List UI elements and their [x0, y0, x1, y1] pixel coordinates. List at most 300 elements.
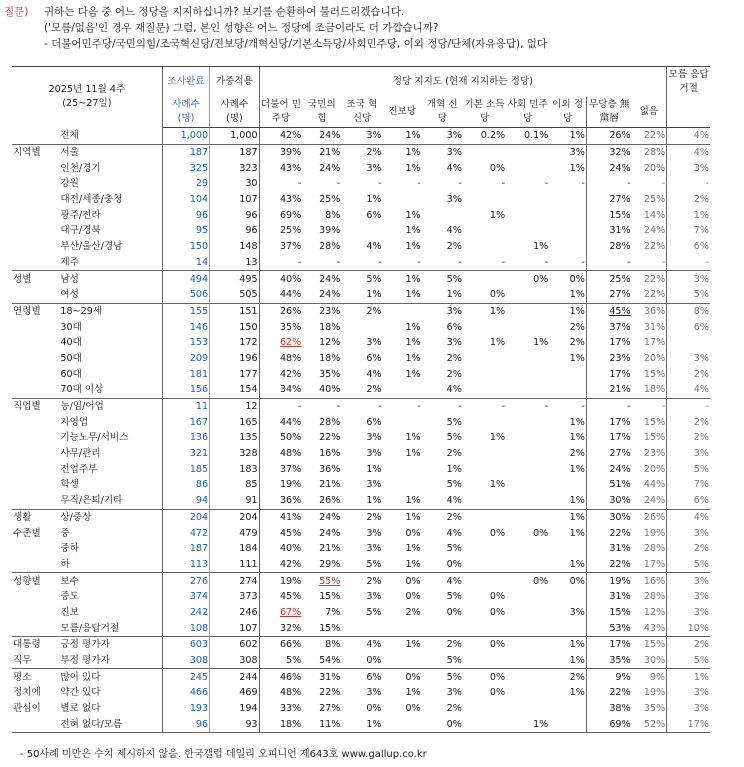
cell-value: 0% — [366, 703, 382, 715]
cell-value: 2% — [446, 241, 462, 253]
row-label: 부산/울산/경남 — [60, 241, 123, 253]
weighted-count: 165 — [210, 414, 259, 430]
cell-value — [549, 541, 586, 557]
cell-value: 3% — [667, 701, 710, 717]
weighted-count: 107 — [210, 192, 259, 208]
cell-value: 22% — [586, 557, 631, 573]
row-label: 제주 — [59, 255, 162, 271]
cell-value: 6% — [366, 416, 382, 428]
cell-value: 5% — [667, 287, 710, 303]
cell-value: 31% — [586, 223, 631, 239]
cell-value: 32% — [586, 144, 631, 160]
cell-value: 24% — [586, 160, 631, 176]
cell-value: 27% — [586, 446, 631, 462]
cell-value: 15% — [586, 207, 631, 223]
cell-value: 28% — [319, 241, 341, 253]
cell-value: 19% — [643, 687, 666, 699]
cell-value: 3% — [569, 606, 585, 618]
cell-value: 43% — [632, 620, 667, 636]
sample-count: 506 — [162, 287, 209, 303]
cell-value: 26% — [586, 128, 631, 145]
cell-value: 1% — [667, 669, 710, 685]
cell-value: 5% — [446, 273, 462, 285]
cell-value: 41% — [259, 509, 302, 525]
cell-value: 23% — [319, 305, 341, 317]
cell-value: 0% — [533, 527, 549, 539]
cell-value: 3% — [422, 128, 463, 145]
sample-count: 95 — [162, 223, 209, 239]
cell-value: 4% — [366, 241, 382, 253]
cell-value: 26% — [302, 493, 341, 509]
question-line: ('모름/없음'인 경우 재질문) 그럼, 본인 성향은 어느 정당에 조금이라도 더 가깝습니까? — [44, 22, 439, 34]
cell-value: 17% — [586, 335, 631, 351]
cell-value: 1% — [489, 337, 506, 349]
row-label: 전업주부 — [60, 463, 98, 475]
weighted-count: 85 — [210, 477, 259, 493]
group-label — [12, 319, 59, 335]
cell-value: 3% — [667, 685, 710, 701]
cell-value: 25% — [259, 223, 302, 239]
cell-value — [463, 557, 506, 573]
cell-value: 5% — [446, 671, 462, 683]
cell-value: 1% — [569, 162, 585, 174]
cell-value — [506, 605, 549, 621]
cell-value — [463, 446, 506, 462]
sample-count: 193 — [162, 701, 209, 717]
cell-value: 45% — [259, 525, 302, 541]
cell-value: 22% — [586, 525, 631, 541]
cell-value: 17% — [632, 557, 667, 573]
cell-value: 52% — [632, 716, 667, 732]
cell-value: 4% — [667, 509, 710, 525]
cell-value: 42% — [259, 366, 302, 382]
cell-value: 0% — [463, 287, 506, 303]
cell-value: 19% — [586, 573, 631, 589]
cell-value — [549, 701, 586, 717]
cell-value: 0% — [489, 687, 506, 699]
cell-value — [506, 319, 549, 335]
group-label: 평소 — [13, 671, 32, 683]
row-label: 18~29세 — [60, 305, 103, 317]
cell-value: 24% — [586, 461, 631, 477]
weighted-count: 177 — [210, 366, 259, 382]
cell-value — [463, 239, 506, 255]
cell-value: 37% — [586, 319, 631, 335]
cell-value: 4% — [667, 382, 710, 398]
cell-value: 4% — [422, 382, 463, 398]
weighted-count: 183 — [210, 461, 259, 477]
header-col-10: 없음 — [632, 97, 667, 128]
sample-count: 325 — [162, 160, 209, 176]
group-label — [12, 589, 59, 605]
row-label: 50대 — [60, 352, 82, 364]
cell-value — [506, 461, 549, 477]
cell-value: 2% — [569, 337, 585, 349]
cell-value: 1% — [405, 543, 421, 555]
cell-value: 2% — [446, 703, 462, 715]
cell-value: 3% — [667, 525, 710, 541]
table-row — [12, 525, 710, 541]
cell-value: 5% — [667, 653, 710, 669]
row-label: 농/임/어업 — [60, 401, 104, 413]
cell-value: - — [383, 255, 422, 271]
cell-value: 45% — [259, 589, 302, 605]
row-label: 중 — [60, 527, 70, 539]
table-row — [12, 430, 710, 446]
cell-value: 12% — [319, 337, 341, 349]
cell-value — [549, 620, 586, 636]
cell-value: 3% — [446, 687, 462, 699]
cell-value: - — [378, 178, 382, 190]
weighted-count: 244 — [210, 669, 259, 685]
row-label: 여성 — [59, 287, 162, 303]
cell-value — [506, 541, 549, 557]
cell-value: 2% — [446, 352, 462, 364]
cell-value — [463, 573, 506, 589]
cell-value: 55% — [319, 575, 341, 587]
cell-value: 4% — [667, 128, 710, 145]
sample-count: 150 — [162, 239, 209, 255]
cell-value: 43% — [259, 160, 302, 176]
cell-value: 22% — [632, 128, 667, 145]
cell-value — [463, 271, 506, 287]
cell-value: 1% — [383, 287, 422, 303]
cell-value: 3% — [366, 687, 382, 699]
cell-value — [549, 366, 586, 382]
cell-value — [506, 509, 549, 525]
header-col-8: 이외 정당 — [549, 97, 586, 128]
cell-value: 3% — [667, 605, 710, 621]
cell-value: 19% — [259, 573, 302, 589]
question-tag: 질문) — [4, 6, 29, 18]
cell-value — [422, 620, 463, 636]
cell-value: 0% — [489, 606, 506, 618]
cell-value — [506, 493, 549, 509]
cell-value: - — [259, 398, 302, 414]
cell-value: 4% — [366, 639, 382, 651]
row-label: 사무/관리 — [60, 448, 101, 460]
group-label — [12, 716, 59, 732]
cell-value: 36% — [259, 493, 302, 509]
cell-value: 1% — [569, 639, 585, 651]
cell-value: 1% — [366, 463, 382, 475]
cell-value — [506, 144, 549, 160]
group-label — [12, 477, 59, 493]
sample-count: 185 — [162, 461, 209, 477]
group-label — [12, 192, 59, 208]
cell-value: 43% — [259, 192, 302, 208]
cell-value — [463, 541, 506, 557]
cell-value — [383, 414, 422, 430]
cell-value: 0% — [341, 653, 382, 669]
cell-value: 21% — [319, 479, 341, 491]
cell-value: 15% — [643, 416, 666, 428]
cell-value: 17% — [643, 337, 666, 349]
cell-value: 6% — [366, 209, 382, 221]
cell-value — [341, 620, 382, 636]
group-label — [12, 605, 59, 621]
cell-value: 4% — [422, 493, 463, 509]
cell-value: 62% — [259, 335, 302, 351]
cell-value: 25% — [319, 194, 341, 206]
cell-value: 22% — [643, 273, 666, 285]
cell-value: 53% — [586, 620, 631, 636]
cell-value: 3% — [446, 305, 462, 317]
sample-count: 11 — [162, 398, 209, 414]
cell-value: 1% — [533, 337, 549, 349]
row-label: 중하 — [60, 543, 79, 555]
cell-value: 3% — [667, 446, 710, 462]
group-label: 수준별 — [13, 527, 41, 539]
cell-value: 3% — [366, 527, 382, 539]
cell-value: 29% — [302, 557, 341, 573]
cell-value — [549, 716, 586, 732]
group-label: 직업별 — [13, 401, 41, 413]
group-label: 정치에 — [13, 687, 41, 699]
sample-count: 374 — [162, 589, 209, 605]
row-label: 기능노무/서비스 — [60, 432, 129, 444]
cell-value — [506, 287, 549, 303]
cell-value — [463, 461, 506, 477]
cell-value: 1% — [489, 479, 506, 491]
cell-value: 0% — [489, 527, 506, 539]
cell-value: 17% — [667, 716, 710, 732]
row-label: 60대 — [60, 368, 82, 380]
cell-value — [383, 461, 422, 477]
table-row — [12, 557, 710, 573]
cell-value: 10% — [667, 620, 710, 636]
cell-value: 24% — [319, 511, 341, 523]
cell-value: 15% — [643, 368, 666, 380]
cell-value: 1% — [569, 305, 585, 317]
cell-value: 3% — [366, 162, 382, 174]
group-label — [12, 223, 59, 239]
cell-value: 19% — [259, 477, 302, 493]
group-label — [12, 557, 59, 573]
cell-value: 3% — [366, 591, 382, 603]
cell-value: 3% — [366, 448, 382, 460]
cell-value: - — [544, 178, 549, 190]
table-row — [12, 637, 710, 653]
cell-value: - — [341, 255, 382, 271]
weighted-count: 246 — [210, 605, 259, 621]
cell-value: 1% — [569, 352, 585, 364]
cell-value: - — [336, 401, 341, 413]
cell-value — [463, 319, 506, 335]
row-label: 인천/경기 — [60, 162, 101, 174]
table-row — [12, 192, 710, 208]
row-label: 남성 — [60, 273, 79, 285]
row-label: 진보 — [60, 606, 79, 618]
cell-value: 2% — [366, 305, 382, 317]
group-label — [12, 493, 59, 509]
cell-value: 36% — [319, 463, 341, 475]
cell-value: - — [463, 255, 506, 271]
cell-value: 26% — [643, 511, 666, 523]
row-label: 무직/은퇴/기타 — [59, 493, 162, 509]
cell-value — [506, 477, 549, 493]
cell-value: 2% — [569, 671, 585, 683]
cell-value — [506, 207, 549, 223]
cell-value: 3% — [446, 194, 462, 206]
weighted-count: 602 — [210, 637, 259, 653]
weighted-count: 154 — [210, 382, 259, 398]
cell-value — [549, 192, 586, 208]
cell-value: 45% — [586, 303, 631, 319]
table-row — [12, 398, 710, 414]
table-row — [12, 541, 710, 557]
cell-value: - — [632, 255, 667, 271]
cell-value: 25% — [586, 271, 631, 287]
cell-value: 0.1% — [506, 128, 549, 145]
cell-value: 0% — [533, 273, 549, 285]
cell-value: 35% — [643, 703, 666, 715]
cell-value: 51% — [586, 477, 631, 493]
cell-value: 1% — [446, 463, 462, 475]
group-label — [12, 382, 59, 398]
weighted-count: 30 — [210, 176, 259, 192]
weighted-count: 96 — [210, 207, 259, 223]
table-row — [12, 335, 710, 351]
group-label: 지역별 — [13, 147, 41, 159]
cell-value — [506, 557, 549, 573]
cell-value: 40% — [259, 271, 302, 287]
cell-value: 5% — [667, 557, 710, 573]
cell-value: 1% — [422, 287, 463, 303]
cell-value — [506, 701, 549, 717]
cell-value: 8% — [667, 303, 710, 319]
cell-value: 0% — [489, 639, 506, 651]
cell-value: 12% — [643, 606, 666, 618]
cell-value: 2% — [667, 541, 710, 557]
cell-value — [506, 430, 549, 446]
cell-value: 1% — [549, 493, 586, 509]
cell-value: 1% — [405, 241, 421, 253]
cell-value: 33% — [259, 701, 302, 717]
cell-value: 1% — [341, 716, 382, 732]
cell-value: 3% — [366, 432, 382, 444]
cell-value: - — [501, 401, 506, 413]
cell-value — [549, 589, 586, 605]
row-label: 별로 없다 — [60, 703, 101, 715]
cell-value: 0% — [489, 671, 506, 683]
cell-value: 2% — [446, 448, 462, 460]
cell-value: - — [458, 178, 462, 190]
cell-value: 69% — [586, 716, 631, 732]
cell-value: 69% — [259, 207, 302, 223]
question-block — [0, 0, 744, 66]
cell-value — [506, 414, 549, 430]
cell-value: 1% — [549, 653, 586, 669]
cell-value: 28% — [643, 147, 666, 159]
weighted-count: 151 — [210, 303, 259, 319]
cell-value: 1% — [405, 162, 421, 174]
cell-value: 27% — [586, 192, 631, 208]
cell-value: - — [302, 255, 341, 271]
group-label — [12, 351, 59, 367]
table-row — [12, 446, 710, 462]
cell-value: 8% — [325, 209, 341, 221]
cell-value: 1% — [383, 493, 422, 509]
cell-value: 5% — [446, 591, 462, 603]
sample-count: 494 — [162, 271, 209, 287]
cell-value — [506, 223, 549, 239]
group-label — [12, 414, 59, 430]
weighted-count: 96 — [210, 223, 259, 239]
table-row — [12, 414, 710, 430]
cell-value: 39% — [319, 225, 341, 237]
cell-value: 0% — [489, 162, 506, 174]
group-label — [12, 287, 59, 303]
header-sample-cases: 사례수 (명) — [162, 97, 209, 128]
cell-value: - — [417, 401, 421, 413]
cell-value: 3% — [667, 351, 710, 367]
cell-value: 24% — [632, 493, 667, 509]
cell-value: 1% — [549, 287, 586, 303]
cell-value: 6% — [366, 671, 382, 683]
cell-value: 20% — [643, 352, 666, 364]
row-label: 하 — [59, 557, 162, 573]
weighted-count: 479 — [210, 525, 259, 541]
cell-value: 15% — [643, 639, 666, 651]
cell-value: 35% — [586, 653, 631, 669]
group-label: 관심이 — [13, 703, 41, 715]
footnote: - 50사례 미만은 수치 제시하지 않음. 한국갤럽 데일리 오피니언 제643호 www.gallup.co.kr — [20, 749, 427, 761]
table-row — [12, 176, 710, 192]
sample-count: 242 — [162, 605, 209, 621]
cell-value: 25% — [643, 194, 666, 206]
table-row — [12, 620, 710, 636]
cell-value: 1% — [489, 305, 506, 317]
row-label: 광주/전라 — [60, 209, 101, 221]
cell-value: 1% — [405, 639, 421, 651]
sample-count: 153 — [162, 335, 209, 351]
cell-value: 2% — [341, 382, 382, 398]
cell-value: 5% — [366, 606, 382, 618]
question-lines — [44, 4, 547, 52]
cell-value: 0% — [569, 273, 585, 285]
cell-value: 1% — [341, 493, 382, 509]
cell-value: 17% — [586, 430, 631, 446]
table-row — [12, 144, 710, 160]
row-label: 전체 — [59, 128, 162, 145]
cell-value: 27% — [319, 703, 341, 715]
cell-value — [463, 509, 506, 525]
row-label: 대전/세종/충청 — [60, 194, 123, 206]
cell-value — [463, 701, 506, 717]
cell-value: 11% — [302, 716, 341, 732]
cell-value: 6% — [667, 493, 710, 509]
cell-value: 1% — [405, 209, 421, 221]
cell-value: 1% — [405, 687, 421, 699]
cell-value: 3% — [667, 271, 710, 287]
cell-value: 3% — [667, 573, 710, 589]
cell-value: 0% — [405, 671, 421, 683]
cell-value: 35% — [259, 319, 302, 335]
cell-value: 1% — [383, 557, 422, 573]
cell-value: - — [259, 176, 302, 192]
cell-value: - — [259, 255, 302, 271]
cell-value: - — [667, 176, 710, 192]
group-label — [12, 446, 59, 462]
cell-value — [667, 335, 710, 351]
cell-value: 35% — [319, 368, 341, 380]
cell-value: 5% — [366, 273, 382, 285]
cell-value: 16% — [643, 575, 666, 587]
cell-value: 24% — [319, 273, 341, 285]
cell-value: 32% — [259, 620, 302, 636]
weighted-count: 150 — [210, 319, 259, 335]
